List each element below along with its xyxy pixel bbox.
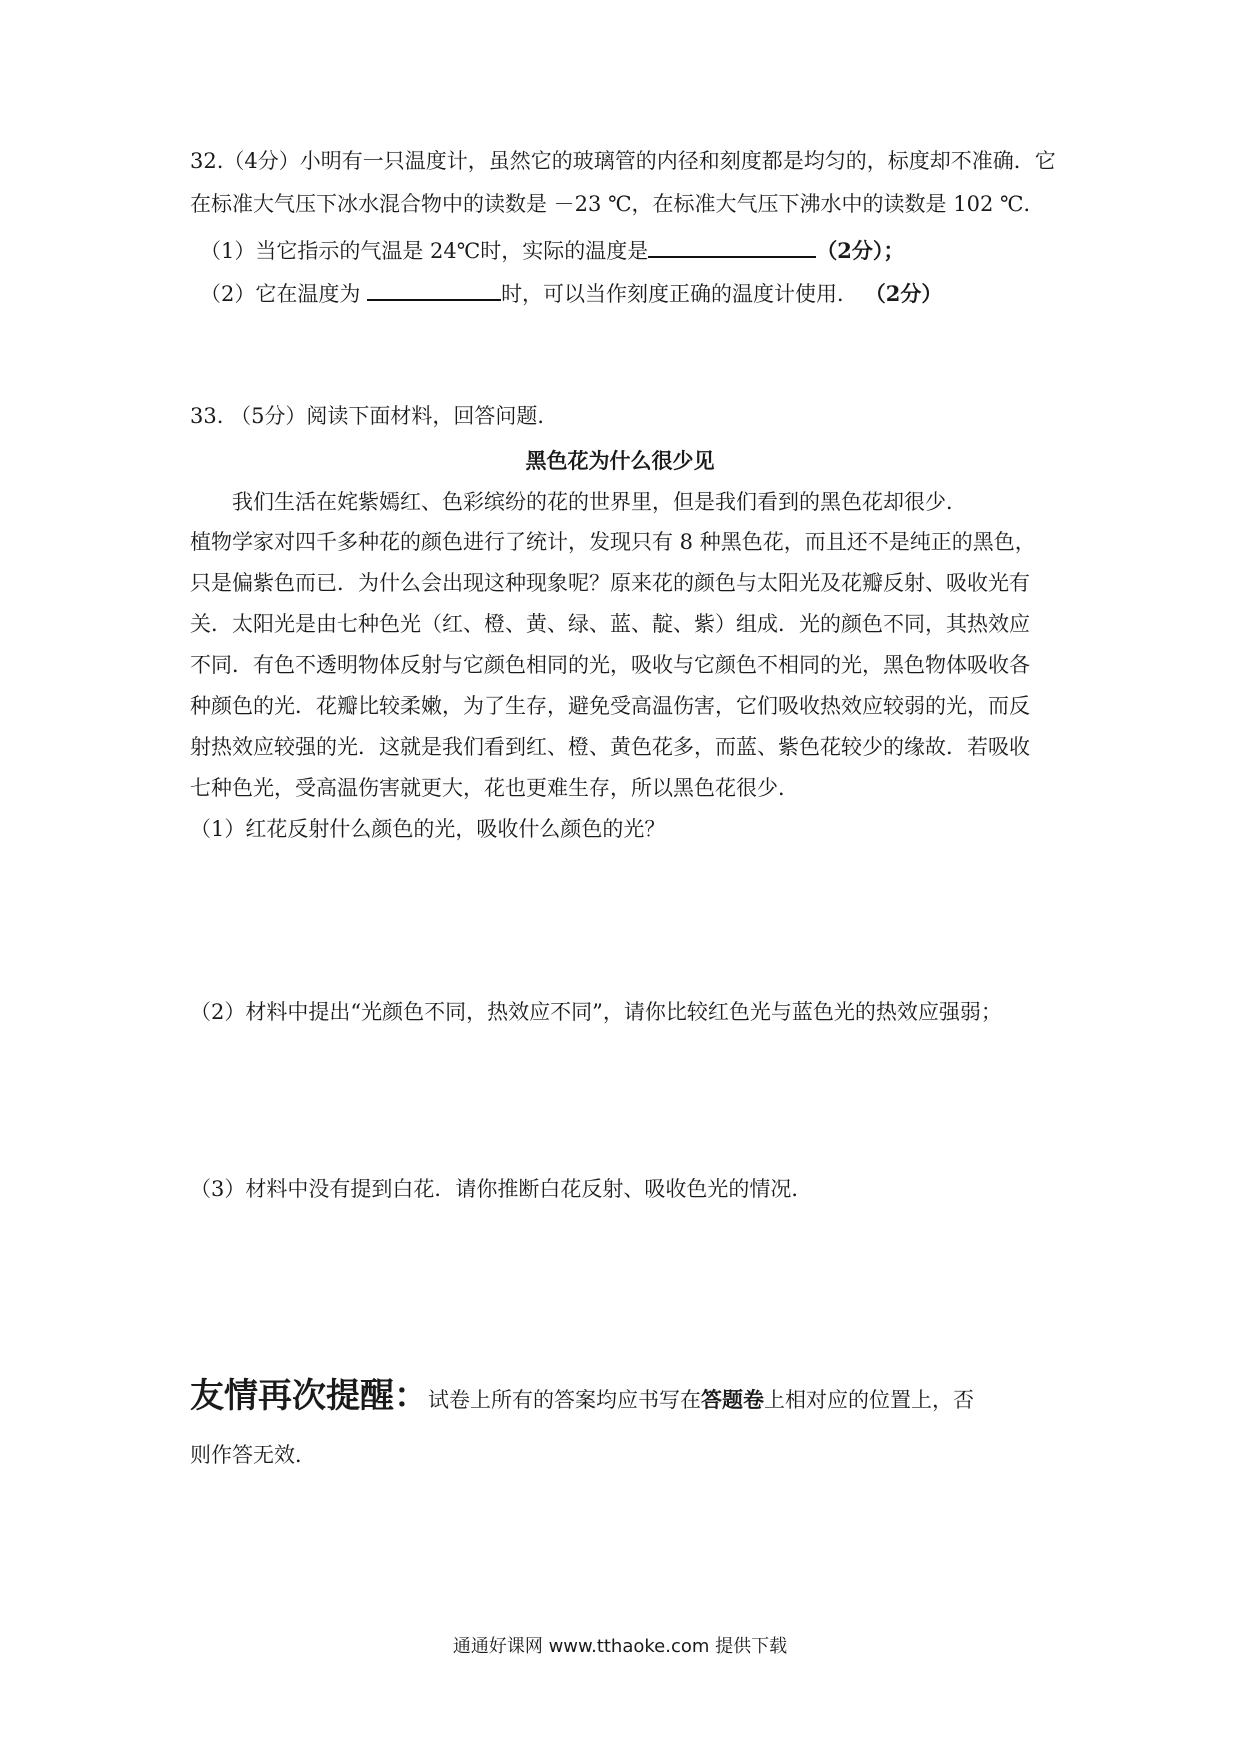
passage-line: 植物学家对四千多种花的颜色进行了统计，发现只有 8 种黑色花，而且还不是纯正的黑色， — [190, 530, 1036, 554]
answer-sheet-emphasis: 答题卷 — [701, 1387, 764, 1412]
q32-sub2-score: （2分） — [864, 281, 943, 306]
passage-line: 关．太阳光是由七种色光（红、橙、黄、绿、蓝、靛、紫）组成．光的颜色不同，其热效应 — [190, 612, 1030, 636]
reminder-text-before: 试卷上所有的答案均应书写在 — [428, 1388, 701, 1412]
passage-title: 黑色花为什么很少见 — [525, 448, 715, 473]
q32-sub1-text: （1）当它指示的气温是 24℃时，实际的温度是 — [200, 239, 649, 263]
q32-sub2-after: 时，可以当作刻度正确的温度计使用． — [501, 282, 859, 306]
q32-sub2-answer-blank[interactable] — [367, 277, 501, 301]
q32-sub1-score: （2分）； — [816, 238, 905, 263]
reminder-line-1 — [190, 1374, 974, 1422]
q32-line-1: 32.（4分）小明有一只温度计，虽然它的玻璃管的内径和刻度都是均匀的，标度却不准确．它 — [190, 149, 1056, 173]
q33-sub2: （2）材料中提出“光颜色不同，热效应不同”，请你比较红色光与蓝色光的热效应强弱； — [190, 1000, 1002, 1024]
q33-sub3: （3）材料中没有提到白花．请你推断白花反射、吸收色光的情况． — [190, 1177, 813, 1201]
q33-header: 33. （5分）阅读下面材料，回答问题． — [190, 404, 559, 428]
reminder-text-after: 上相对应的位置上，否 — [764, 1388, 974, 1412]
passage-line: 只是偏紫色而已．为什么会出现这种现象呢？原来花的颜色与太阳光及花瓣反射、吸收光有 — [190, 571, 1030, 595]
passage-line: 种颜色的光．花瓣比较柔嫩，为了生存，避免受高温伤害，它们吸收热效应较弱的光，而反 — [190, 694, 1030, 718]
q32-sub2-text: （2）它在温度为 — [200, 282, 361, 306]
q32-sub1-answer-blank[interactable] — [648, 234, 816, 258]
passage-line: 七种色光，受高温伤害就更大，花也更难生存，所以黑色花很少． — [190, 776, 799, 800]
reminder-line-2: 则作答无效． — [190, 1443, 316, 1467]
page-footer: 通通好课网 www.tthaoke.com 提供下载 — [452, 1636, 788, 1657]
reminder-heading: 友情再次提醒： — [190, 1376, 428, 1416]
passage-line: 不同．有色不透明物体反射与它颜色相同的光，吸收与它颜色不相同的光，黑色物体吸收各 — [190, 653, 1030, 677]
passage-line: 射热效应较强的光．这就是我们看到红、橙、黄色花多，而蓝、紫色花较少的缘故．若吸收 — [190, 735, 1030, 759]
q32-sub2 — [200, 277, 942, 309]
q32-sub1 — [200, 234, 904, 266]
q33-sub1: （1）红花反射什么颜色的光，吸收什么颜色的光？ — [190, 817, 666, 841]
q32-line-2: 在标准大气压下冰水混合物中的读数是 －23 ℃，在标准大气压下沸水中的读数是 102 ℃． — [190, 192, 1045, 216]
passage-line: 我们生活在姹紫嫣红、色彩缤纷的花的世界里，但是我们看到的黑色花却很少． — [232, 490, 967, 514]
